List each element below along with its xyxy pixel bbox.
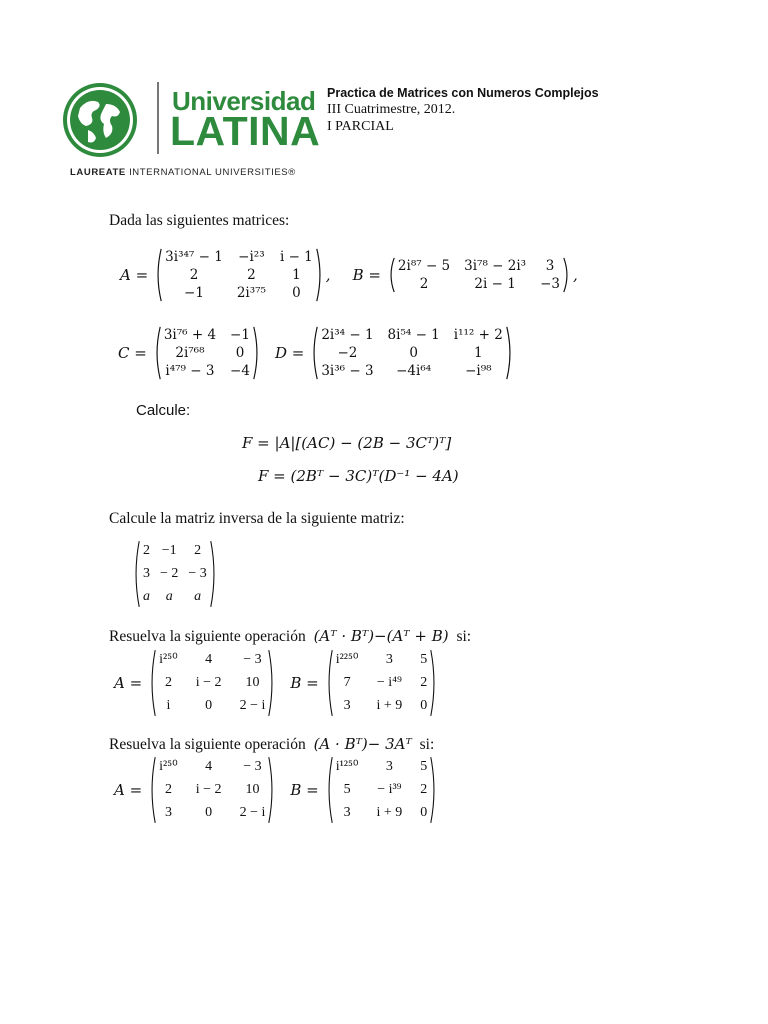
matrix-cell: 1 — [292, 266, 301, 283]
section4-intro — [109, 735, 434, 754]
matrix-b — [387, 257, 571, 293]
matrix-cell: i − 2 — [195, 675, 222, 690]
matrix-cell: i — [166, 698, 171, 713]
text-fragment: , — [573, 266, 578, 284]
document-exam-label: I PARCIAL — [327, 119, 394, 134]
matrix-cell: 3 — [143, 566, 150, 581]
matrix-cell: 0 — [292, 284, 301, 301]
matrix-cell: i + 9 — [376, 698, 403, 713]
matrix-cell: 2 − i — [239, 805, 266, 820]
calcule-label: Calcule: — [136, 402, 191, 419]
matrix-cell: − i³⁹ — [377, 782, 402, 797]
text-fragment: , — [325, 266, 331, 284]
matrix-cell: 0 — [420, 698, 428, 713]
matrix-parenthesis — [310, 326, 319, 380]
matrix-cell: i − 2 — [195, 782, 222, 797]
text-fragment: B = — [290, 781, 319, 799]
matrix-cell: 3 — [545, 257, 555, 274]
matrix-cell: 0 — [420, 805, 428, 820]
matrix-cell: 5 — [343, 782, 351, 797]
matrix-parenthesis — [505, 326, 514, 380]
text-fragment: si: — [456, 628, 472, 645]
matrix-cell: 4 — [205, 759, 213, 774]
text-fragment: si: — [419, 736, 435, 753]
matrix-cell: −i⁹⁸ — [465, 362, 492, 379]
matrix-grid — [162, 326, 252, 380]
document-title: Practica de Matrices con Numeros Complejos — [327, 86, 599, 100]
matrices-C-D-row — [118, 326, 514, 380]
text-fragment: B = — [290, 674, 319, 692]
matrix-parenthesis — [154, 248, 163, 302]
section3-matrix-b — [325, 649, 439, 717]
matrix-grid — [334, 756, 430, 824]
section1-intro: Dada las siguientes matrices: — [109, 212, 290, 229]
section4-matrix-b — [325, 756, 439, 824]
matrix-a-label: A = — [120, 266, 149, 284]
matrix-parenthesis — [267, 756, 276, 824]
matrix-cell: i¹²⁵⁰ — [335, 759, 359, 774]
matrix-cell: 2i − 1 — [474, 275, 516, 292]
matrix-cell: − 3 — [188, 566, 207, 581]
matrix-cell: 10 — [245, 675, 260, 690]
matrix-cell: 2 — [143, 543, 150, 558]
matrix-cell: 3 — [343, 805, 351, 820]
matrix-cell: 1 — [473, 344, 483, 361]
matrix-parenthesis — [562, 257, 571, 293]
matrix-cell: − i⁴⁹ — [376, 675, 402, 690]
section4-matrix-a — [148, 756, 276, 824]
matrix-parenthesis — [209, 540, 218, 608]
matrix-grid — [334, 649, 430, 717]
matrix-cell: i²⁵⁰ — [159, 652, 178, 667]
formula-2: F = (2Bᵀ − 3C)ᵀ(D⁻¹ − 4A) — [258, 467, 459, 485]
matrix-cell: −3 — [540, 275, 560, 292]
matrix-cell: 3 — [385, 652, 393, 667]
inverse-matrix — [132, 540, 218, 608]
laureate-tagline — [70, 167, 296, 178]
matrix-cell: 3 — [343, 698, 351, 713]
matrix-grid — [319, 326, 504, 380]
matrix-cell: 2 — [164, 782, 172, 797]
text-fragment: Resuelva la siguiente operación — [109, 628, 306, 645]
matrix-cell: −2 — [337, 344, 358, 361]
matrix-cell: 8i⁵⁴ − 1 — [387, 326, 440, 343]
matrix-parenthesis — [153, 326, 162, 380]
section4-operation: (A · Bᵀ)− 3Aᵀ — [313, 735, 412, 753]
matrix-cell: 2i³⁴ − 1 — [321, 326, 374, 343]
text-fragment: LAUREATE — [70, 167, 126, 178]
matrix-cell: −1 — [230, 326, 250, 343]
matrix-parenthesis — [252, 326, 261, 380]
logo-text-universidad: Universidad — [172, 86, 316, 116]
matrix-cell: 2 — [194, 543, 202, 558]
matrix-grid — [141, 540, 209, 608]
matrix-cell: i + 9 — [376, 805, 403, 820]
matrix-cell: −1 — [184, 284, 204, 301]
matrix-parenthesis — [429, 756, 438, 824]
matrix-parenthesis — [325, 756, 334, 824]
formula-1: F = |A|[(AC) − (2B − 3Cᵀ)ᵀ] — [242, 434, 452, 452]
section3-matrix-a — [148, 649, 276, 717]
matrix-parenthesis — [148, 756, 157, 824]
matrix-parenthesis — [148, 649, 157, 717]
logo-divider — [157, 82, 159, 154]
matrix-b-label: B = — [352, 266, 381, 284]
matrix-cell: i¹¹² + 2 — [453, 326, 503, 343]
matrix-parenthesis — [429, 649, 438, 717]
matrix-cell: 4 — [205, 652, 213, 667]
matrix-grid — [157, 756, 267, 824]
matrix-grid — [396, 257, 562, 293]
matrix-a — [154, 248, 324, 302]
text-fragment: A = — [114, 781, 143, 799]
matrix-cell: 0 — [205, 805, 213, 820]
matrix-parenthesis — [325, 649, 334, 717]
matrix-cell: 2 — [247, 266, 256, 283]
matrix-cell: 3 — [385, 759, 393, 774]
matrix-cell: −1 — [161, 543, 177, 558]
section3-intro — [109, 627, 471, 646]
matrix-cell: 3i³⁶ − 3 — [321, 362, 374, 379]
matrix-cell: i²²⁵⁰ — [335, 652, 359, 667]
matrix-d — [310, 326, 513, 380]
matrix-cell: 10 — [245, 782, 260, 797]
matrix-cell: − 2 — [160, 566, 179, 581]
text-fragment: INTERNATIONAL UNIVERSITIES® — [125, 167, 296, 178]
matrix-cell: −i²³ — [238, 248, 265, 265]
matrix-cell: a — [165, 589, 173, 604]
matrix-cell: 2i⁸⁷ − 5 — [397, 257, 451, 274]
text-fragment: A = — [114, 674, 143, 692]
matrix-cell: 2 — [420, 675, 428, 690]
text-fragment: Resuelva la siguiente operación — [109, 736, 306, 753]
matrix-cell: 5 — [420, 652, 428, 667]
section3-operation: (Aᵀ · Bᵀ)−(Aᵀ + B) — [313, 627, 449, 645]
matrix-cell: 3i⁷⁶ + 4 — [163, 326, 217, 343]
matrix-grid — [163, 248, 315, 302]
matrix-cell: 2 — [189, 266, 199, 283]
matrix-cell: −4 — [230, 362, 250, 379]
matrices-A-B-row — [120, 248, 584, 302]
matrix-cell: i − 1 — [279, 248, 313, 265]
matrix-parenthesis — [315, 248, 324, 302]
matrix-parenthesis — [132, 540, 141, 608]
matrix-cell: 7 — [343, 675, 351, 690]
section4-matrices — [114, 756, 438, 824]
matrix-grid — [157, 649, 267, 717]
matrix-d-label: D = — [274, 344, 305, 362]
university-globe-logo — [62, 82, 138, 158]
matrix-cell: 2 — [420, 782, 428, 797]
document-period: III Cuatrimestre, 2012. — [327, 102, 456, 117]
matrix-parenthesis — [267, 649, 276, 717]
matrix-cell: 3i³⁴⁷ − 1 — [165, 248, 223, 265]
matrix-cell: a — [194, 589, 202, 604]
matrix-cell: 2 − i — [239, 698, 266, 713]
matrix-cell: 2 — [164, 675, 172, 690]
matrix-cell: − 3 — [243, 652, 262, 667]
matrix-cell: 2i³⁷⁵ — [236, 284, 266, 301]
matrix-c-label: C = — [118, 344, 147, 362]
matrix-cell: 0 — [409, 344, 418, 361]
matrix-cell: 3 — [164, 805, 172, 820]
matrix-cell: −4i⁶⁴ — [396, 362, 432, 379]
matrix-parenthesis — [387, 257, 396, 293]
matrix-cell: 2 — [419, 275, 429, 292]
matrix-cell: 0 — [205, 698, 213, 713]
matrix-cell: 5 — [420, 759, 428, 774]
logo-text-latina: LATINA — [170, 108, 321, 154]
matrix-c — [153, 326, 261, 380]
matrix-cell: 2i⁷⁶⁸ — [175, 344, 205, 361]
section2-intro: Calcule la matriz inversa de la siguiente matriz: — [109, 510, 405, 527]
matrix-cell: − 3 — [243, 759, 262, 774]
matrix-cell: 0 — [235, 344, 245, 361]
matrix-cell: a — [143, 589, 150, 604]
section3-matrices — [114, 649, 438, 717]
matrix-cell: i⁴⁷⁹ − 3 — [165, 362, 215, 379]
matrix-cell: i²⁵⁰ — [159, 759, 178, 774]
matrix-cell: 3i⁷⁸ − 2i³ — [464, 257, 527, 274]
